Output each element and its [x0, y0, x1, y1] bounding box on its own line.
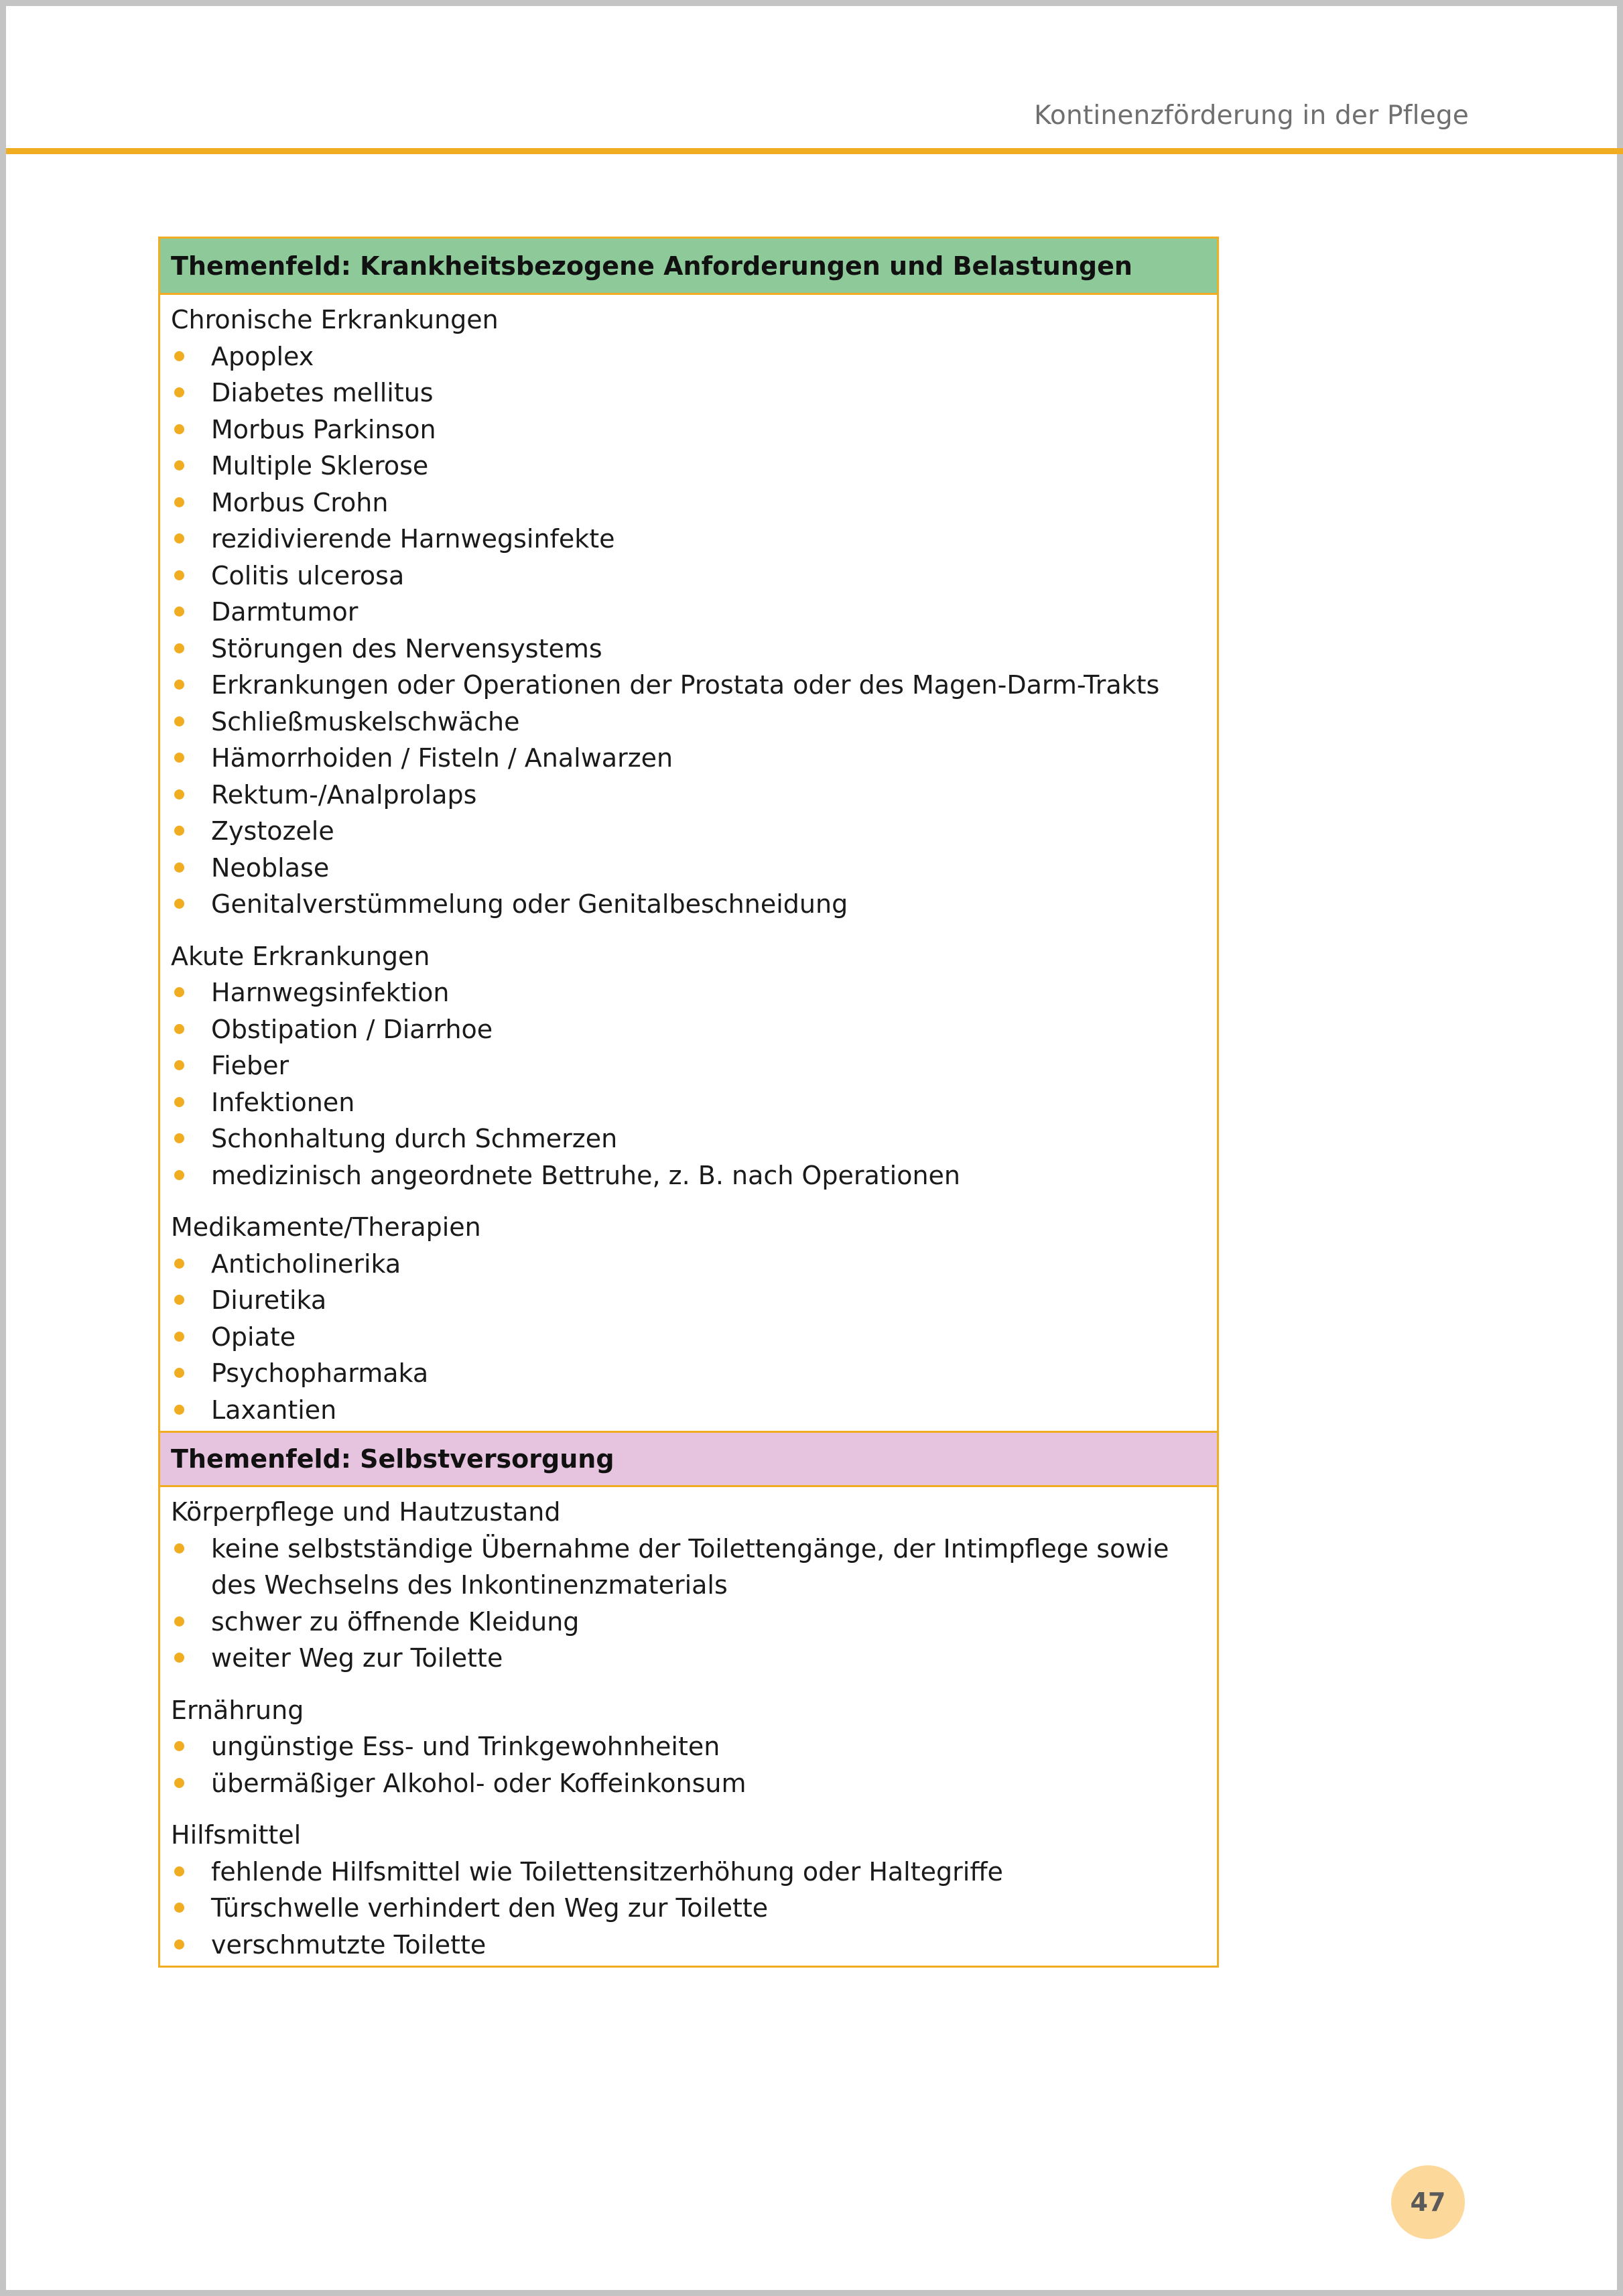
list-item: Diabetes mellitus: [171, 375, 1217, 411]
list-item: Harnwegsinfektion: [171, 974, 1217, 1011]
section-body-self-care: [160, 1487, 1217, 1966]
list-item: Opiate: [171, 1319, 1217, 1356]
bullet-list: [171, 338, 1217, 923]
list-item: Schließmuskelschwäche: [171, 704, 1217, 741]
list-item: Türschwelle verhindert den Weg zur Toilette: [171, 1890, 1217, 1927]
list-item: Störungen des Nervensystems: [171, 631, 1217, 667]
list-item: Zystozele: [171, 813, 1217, 850]
section-body-illness: [160, 295, 1217, 1431]
list-item: Morbus Crohn: [171, 485, 1217, 521]
group-title: Körperpflege und Hautzustand: [171, 1497, 561, 1527]
list-item: Hämorrhoiden / Fisteln / Analwarzen: [171, 740, 1217, 777]
list-item: Erkrankungen oder Operationen der Prostata oder des Magen-Darm-Trakts: [171, 667, 1217, 704]
list-item: Apoplex: [171, 338, 1217, 375]
list-item: Genitalverstümmelung oder Genitalbeschneidung: [171, 886, 1217, 923]
list-item: Anticholinerika: [171, 1246, 1217, 1283]
group-aids: [171, 1817, 1217, 1963]
list-item: Rektum-/Analprolaps: [171, 777, 1217, 814]
list-item: Obstipation / Diarrhoe: [171, 1011, 1217, 1048]
list-item: rezidivierende Harnwegsinfekte: [171, 521, 1217, 558]
group-body-care: [171, 1494, 1217, 1677]
section-header-self-care: Themenfeld: Selbstversorgung: [160, 1431, 1217, 1487]
running-header-title: Kontinenzförderung in der Pflege: [1034, 101, 1469, 131]
page-number: 47: [1410, 2187, 1446, 2217]
bullet-list: [171, 1246, 1217, 1429]
list-item: Darmtumor: [171, 594, 1217, 631]
list-item: Morbus Parkinson: [171, 411, 1217, 448]
list-item: Multiple Sklerose: [171, 448, 1217, 485]
list-item: Diuretika: [171, 1282, 1217, 1319]
bullet-list: [171, 1728, 1217, 1801]
page-number-badge: [1391, 2165, 1465, 2239]
list-item: weiter Weg zur Toilette: [171, 1640, 1217, 1677]
list-item: verschmutzte Toilette: [171, 1927, 1217, 1964]
group-title: Ernährung: [171, 1695, 304, 1725]
bullet-list: [171, 1854, 1217, 1964]
section-header-illness: Themenfeld: Krankheitsbezogene Anforderungen und Belastungen: [160, 239, 1217, 295]
group-chronic-diseases: [171, 302, 1217, 923]
list-item: keine selbstständige Übernahme der Toilettengänge, der Intimpflege sowie des Wechselns des Inkontinenzmaterials: [171, 1531, 1217, 1604]
list-item: schwer zu öffnende Kleidung: [171, 1604, 1217, 1641]
list-item: Psychopharmaka: [171, 1355, 1217, 1392]
list-item: übermäßiger Alkohol- oder Koffeinkonsum: [171, 1765, 1217, 1802]
list-item: fehlende Hilfsmittel wie Toilettensitzerhöhung oder Haltegriffe: [171, 1854, 1217, 1891]
group-title: Hilfsmittel: [171, 1820, 302, 1850]
list-item: Colitis ulcerosa: [171, 558, 1217, 594]
list-item: medizinisch angeordnete Bettruhe, z. B. nach Operationen: [171, 1157, 1217, 1194]
bullet-list: [171, 1531, 1217, 1677]
list-item: Neoblase: [171, 850, 1217, 887]
header-divider: [6, 148, 1623, 154]
group-acute-diseases: [171, 938, 1217, 1194]
list-item: Schonhaltung durch Schmerzen: [171, 1121, 1217, 1157]
list-item: Fieber: [171, 1047, 1217, 1084]
topic-table: [158, 237, 1219, 1968]
list-item: Laxantien: [171, 1392, 1217, 1429]
bullet-list: [171, 974, 1217, 1194]
group-title: Medikamente/Therapien: [171, 1212, 481, 1242]
group-nutrition: [171, 1692, 1217, 1802]
group-title: Chronische Erkrankungen: [171, 305, 499, 334]
list-item: Infektionen: [171, 1084, 1217, 1121]
list-item: ungünstige Ess- und Trinkgewohnheiten: [171, 1728, 1217, 1765]
group-medications: [171, 1209, 1217, 1428]
group-title: Akute Erkrankungen: [171, 941, 430, 971]
